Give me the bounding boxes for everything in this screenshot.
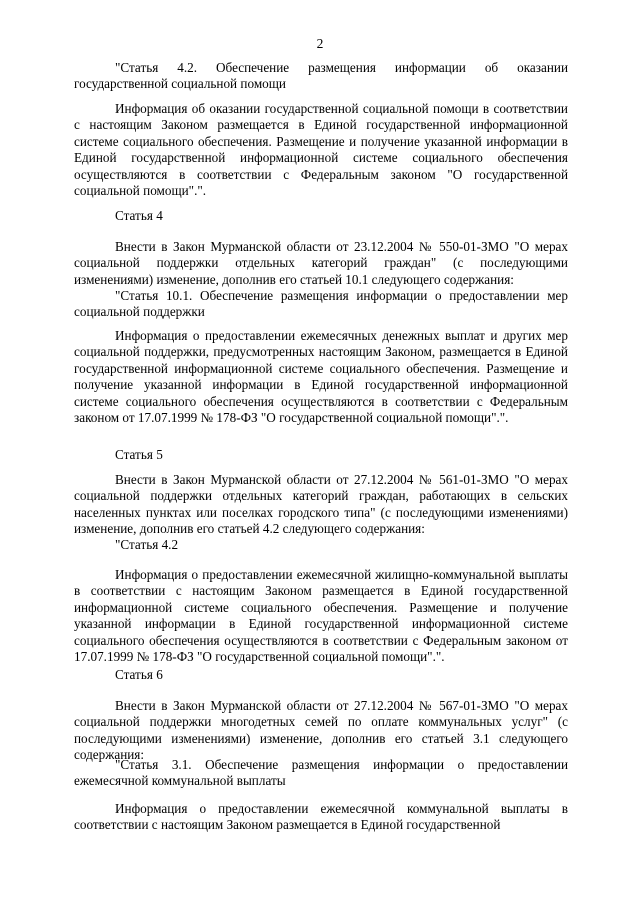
paragraph-text: Информация о предоставлении ежемесячной коммунальной выплаты в соответствии с настоящим Законом размещается в Единой государственной (74, 801, 568, 833)
article-3-1-title (74, 757, 568, 790)
paragraph-text: Внести в Закон Мурманской области от 27.12.2004 № 561-01-ЗМО "О мерах социальной поддержки отдельных категорий граждан, работающих в сельских населенных пунктах или поселках городского типа" (с последующими изменениями) изменение, дополнив его статьей 4.2 следующего содержания: (74, 472, 568, 537)
article-4-2-body (74, 101, 568, 199)
article-4-2b-title: "Статья 4.2 (115, 537, 179, 552)
paragraph-text: Информация об оказании государственной социальной помощи в соответствии с настоящим Законом размещается в Единой государственной информационной системе социального обеспечения. Размещение и получение указанной информации в Единой государственной информационной системе социального обеспечения осуществляются в соответствии с Федеральным законом "О государственной социальной помощи".". (74, 101, 568, 199)
article-title-text: "Статья 3.1. Обеспечение размещения информации о предоставлении ежемесячной коммунальной выплаты (74, 757, 568, 789)
article-5-heading: Статья 5 (115, 447, 163, 462)
paragraph-text: Информация о предоставлении ежемесячной жилищно-коммунальной выплаты в соответствии с настоящим Законом размещается в Единой государственной информационной системе социального обеспечения. Размещение и получение указанной информации в Единой государственной информационной системе социального обеспечения осуществляются в соответствии с Федеральным законом от 17.07.1999 № 178-ФЗ "О государственной социальной помощи".". (74, 567, 568, 665)
article-6-heading: Статья 6 (115, 667, 163, 682)
page-number: 2 (316, 36, 324, 51)
article-title-text: "Статья 4.2. Обеспечение размещения информации об оказании государственной социальной помощи (74, 60, 568, 92)
article-3-1-body (74, 801, 568, 834)
article-6-intro (74, 698, 568, 764)
article-10-1-body (74, 328, 568, 426)
article-title-text: "Статья 10.1. Обеспечение размещения информации о предоставлении мер социальной поддержки (74, 288, 568, 320)
paragraph-text: Внести в Закон Мурманской области от 27.12.2004 № 567-01-ЗМО "О мерах социальной поддержки многодетных семей по оплате коммунальных услуг" (с последующими изменениями) изменение, дополнив его статьей 3.1 следующего содержания: (74, 698, 568, 763)
paragraph-text: Информация о предоставлении ежемесячных денежных выплат и других мер социальной поддержки, предусмотренных настоящим Законом, размещается в Единой государственной информационной системе социального обеспечения. Размещение и получение указанной информации в Единой государственной информационной системе социального обеспечения осуществляются в соответствии с Федеральным законом от 17.07.1999 № 178-ФЗ "О государственной социальной помощи".". (74, 328, 568, 426)
article-10-1-title (74, 288, 568, 321)
article-4-intro (74, 239, 568, 288)
paragraph-text: Внести в Закон Мурманской области от 23.12.2004 № 550-01-ЗМО "О мерах социальной поддержки отдельных категорий граждан" (с последующими изменениями) изменение, дополнив его статьей 10.1 следующего содержания: (74, 239, 568, 287)
article-5-intro (74, 472, 568, 538)
article-4-2b-body (74, 567, 568, 665)
article-4-2-title (74, 60, 568, 93)
article-4-heading: Статья 4 (115, 208, 163, 223)
